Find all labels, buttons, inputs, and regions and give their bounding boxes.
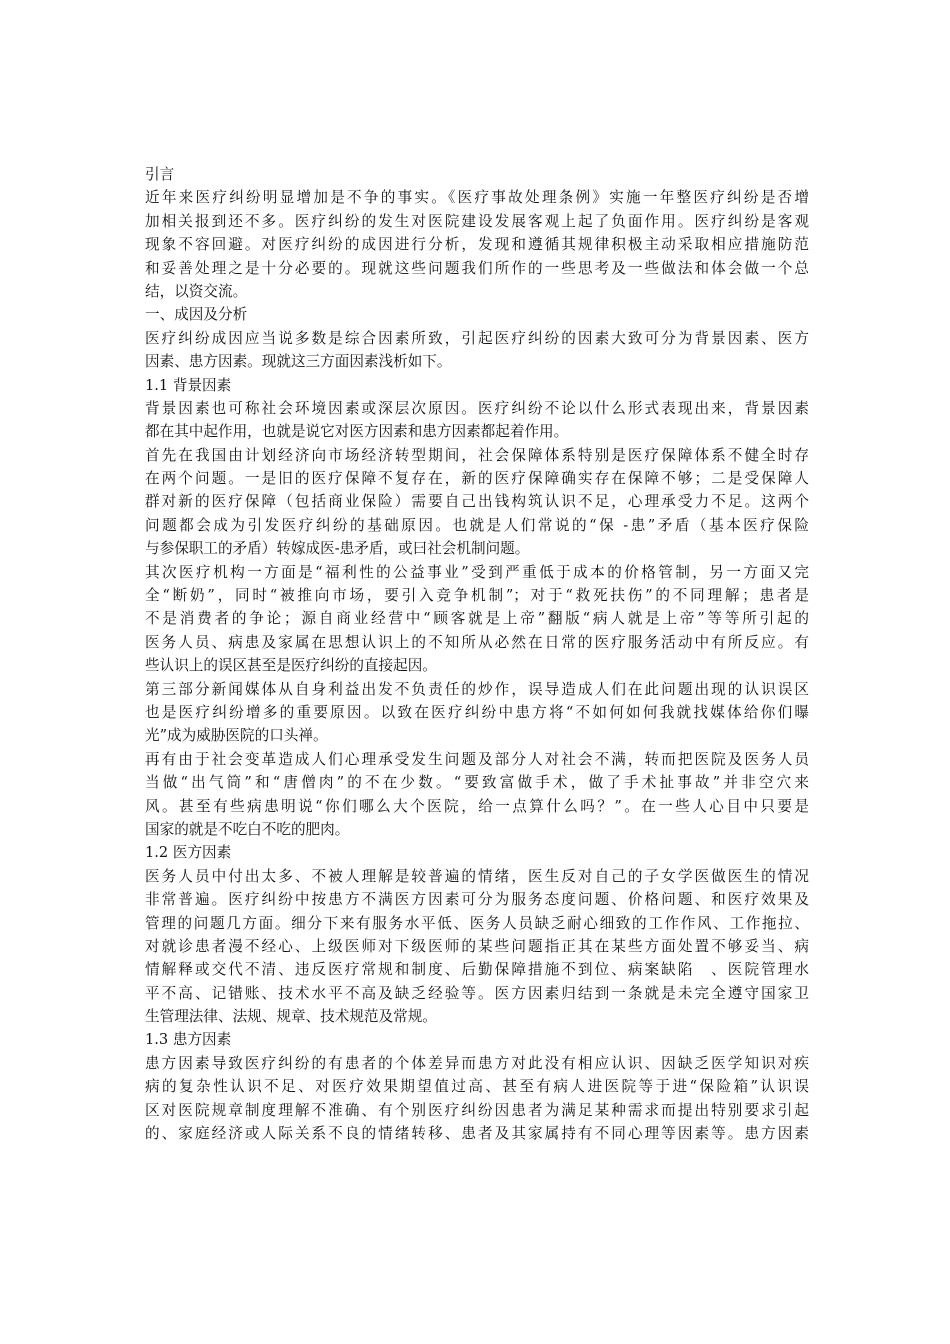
- text-line: 问题都会成为引发医疗纠纷的基础原因。也就是人们常说的“保 -患”矛盾（基本医疗保险: [145, 516, 809, 534]
- text-line: 病的复杂性认识不足、对医疗效果期望值过高、甚至有病人进医院等于进“保险箱”认识误: [145, 1078, 809, 1096]
- text-line: 不是消费者的争论；源自商业经营中“顾客就是上帝”翻版“病人就是上帝”等等所引起的: [145, 610, 809, 628]
- text-line: 与参保职工的矛盾）转嫁成医-患矛盾，或曰社会机制问题。: [145, 540, 530, 558]
- text-line: 和妥善处理之是十分必要的。现就这些问题我们所作的一些思考及一些做法和体会做一个总: [145, 259, 809, 277]
- text-line: 情解释或交代不清、违反医疗常规和制度、后勤保障措施不到位、病案缺陷 、医院管理水: [145, 961, 809, 979]
- text-line: 光”成为威胁医院的口头禅。: [145, 727, 328, 745]
- text-line: 医务人员中付出太多、不被人理解是较普遍的情绪，医生反对自己的子女学医做医生的情况: [145, 867, 809, 885]
- text-line: 当做“出气筒”和“唐僧肉”的不在少数。“要致富做手术，做了手术扯事故”并非空穴来: [145, 774, 809, 792]
- section-heading: 一、成因及分析: [145, 306, 248, 324]
- text-line: 在两个问题。一是旧的医疗保障不复存在，新的医疗保障确实存在保障不够；二是受保障人: [145, 470, 809, 488]
- text-line: 首先在我国由计划经济向市场经济转型期间，社会保障体系特别是医疗保障体系不健全时存: [145, 446, 809, 464]
- text-line: 对就诊患者漫不经心、上级医师对下级医师的某些问题指正其在某些方面处置不够妥当、病: [145, 937, 809, 955]
- text-line: 国家的就是不吃白不吃的肥肉。: [145, 820, 350, 838]
- text-line: 背景因素也可称社会环境因素或深层次原因。医疗纠纷不论以什么形式表现出来，背景因素: [145, 399, 809, 417]
- text-line: 结，以资交流。: [145, 282, 248, 300]
- text-line: 现象不容回避。对医疗纠纷的成因进行分析，发现和遵循其规律积极主动采取相应措施防范: [145, 236, 809, 254]
- text-line: 平不高、记错账、技术水平不高及缺乏经验等。医方因素归结到一条就是未完全遵守国家卫: [145, 984, 809, 1002]
- text-line: 非常普遍。医疗纠纷中按患方不满医方因素可分为服务态度问题、价格问题、和医疗效果及: [145, 891, 809, 909]
- text-line: 近年来医疗纠纷明显增加是不争的事实。《医疗事故处理条例》实施一年整医疗纠纷是否增: [145, 189, 809, 207]
- text-line: 全“断奶”，同时“被推向市场，要引入竞争机制”；对于“救死扶伤”的不同理解；患者是: [145, 587, 809, 605]
- document-page: [145, 163, 809, 1333]
- text-line: 其次医疗机构一方面是“福利性的公益事业”受到严重低于成本的价格管制，另一方面又完: [145, 563, 809, 581]
- text-line: 患方因素导致医疗纠纷的有患者的个体差异而患方对此没有相应认识、因缺乏医学知识对疾: [145, 1054, 809, 1072]
- section-heading: 1.3 患方因素: [145, 1031, 232, 1049]
- text-line: 区对医院规章制度理解不准确、有个别医疗纠纷因患者为满足某种需求而提出特别要求引起: [145, 1101, 809, 1119]
- section-heading: 引言: [145, 166, 175, 183]
- text-line: 风。甚至有些病患明说“你们哪么大个医院，给一点算什么吗？”。在一些人心目中只要是: [145, 797, 809, 815]
- text-line: 的、家庭经济或人际关系不良的情绪转移、患者及其家属持有不同心理等因素等。患方因素: [145, 1125, 809, 1143]
- text-line: 群对新的医疗保障（包括商业保险）需要自己出钱构筑认识不足，心理承受力不足。这两个: [145, 493, 809, 511]
- text-line: 生管理法律、法规、规章、技术规范及常规。: [145, 1008, 437, 1026]
- text-line: 些认识上的误区甚至是医疗纠纷的直接起因。: [145, 657, 437, 675]
- section-heading: 1.2 医方因素: [145, 844, 232, 862]
- text-line: 医疗纠纷成因应当说多数是综合因素所致，引起医疗纠纷的因素大致可分为背景因素、医方: [145, 329, 809, 347]
- text-line: 再有由于社会变革造成人们心理承受发生问题及部分人对社会不满，转而把医院及医务人员: [145, 750, 809, 768]
- text-line: 也是医疗纠纷增多的重要原因。以致在医疗纠纷中患方将“不如何如何我就找媒体给你们曝: [145, 703, 809, 721]
- section-heading: 1.1 背景因素: [145, 376, 232, 394]
- text-line: 加相关报到还不多。医疗纠纷的发生对医院建设发展客观上起了负面作用。医疗纠纷是客观: [145, 212, 809, 230]
- text-line: 都在其中起作用，也就是说它对医方因素和患方因素都起着作用。: [145, 423, 569, 441]
- text-line: 因素、患方因素。现就这三方面因素浅析如下。: [145, 353, 452, 371]
- text-line: 第三部分新闻媒体从自身利益出发不负责任的炒作，误导造成人们在此问题出现的认识误区: [145, 680, 809, 698]
- text-line: 管理的问题几方面。细分下来有服务水平低、医务人员缺乏耐心细致的工作作风、工作拖拉、: [145, 914, 809, 932]
- text-line: 医务人员、病患及家属在思想认识上的不知所从必然在日常的医疗服务活动中有所反应。有: [145, 633, 809, 651]
